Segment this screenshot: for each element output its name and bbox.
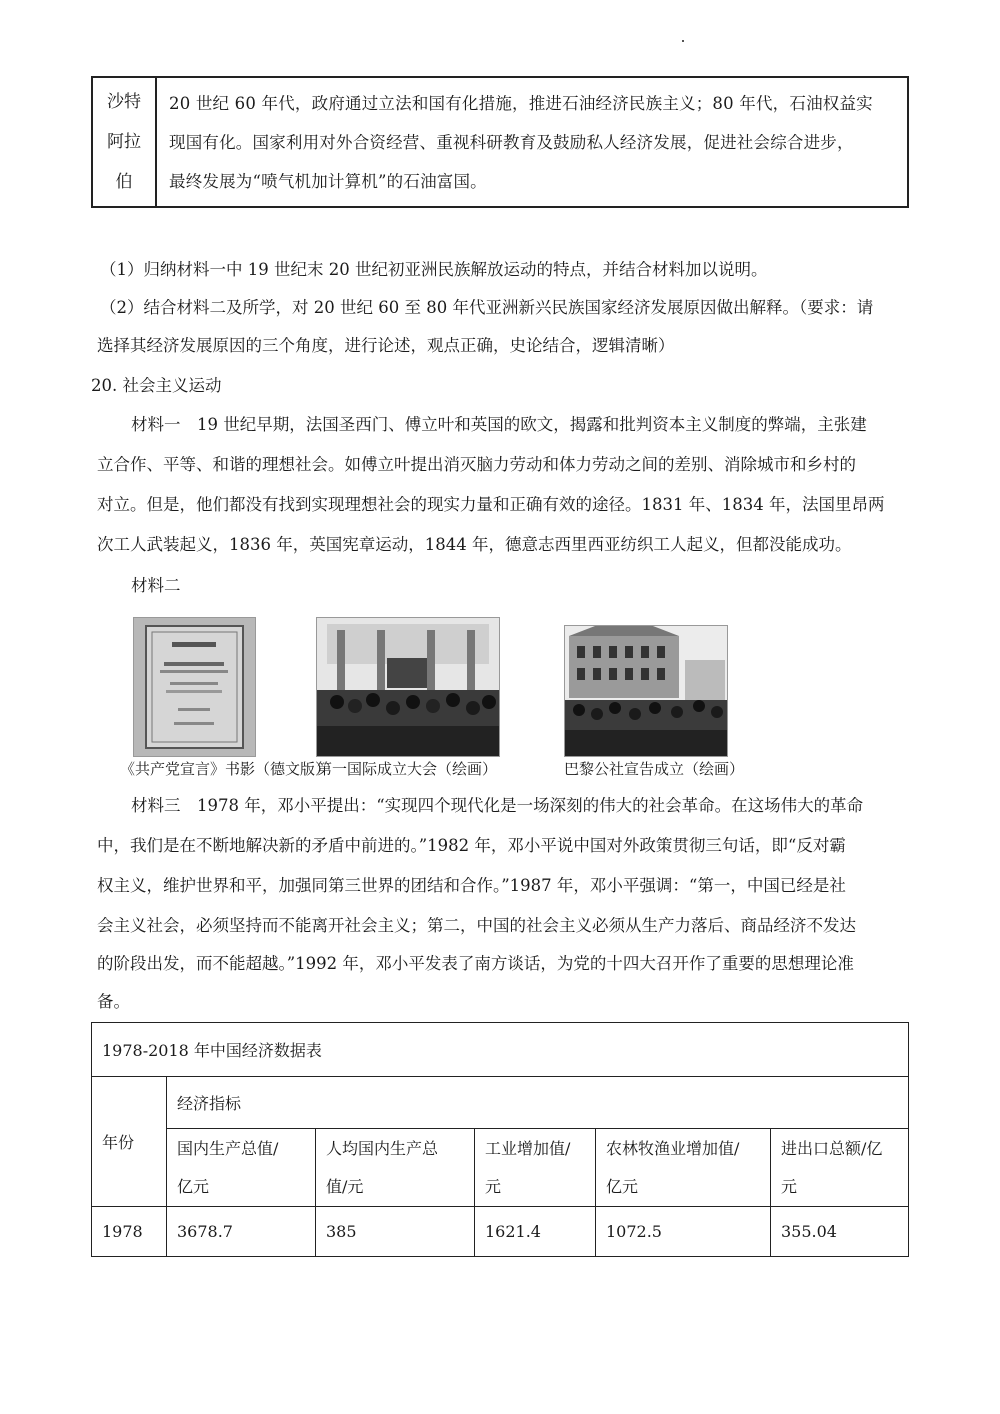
year-cell: 1978	[92, 1207, 167, 1257]
commune-painting-icon	[565, 626, 727, 756]
country-name-line: 沙特	[107, 92, 141, 112]
figure-caption: 《共产党宣言》书影（德文版）	[120, 760, 331, 778]
scan-speck	[682, 40, 684, 42]
material-3-line: 备。	[97, 992, 130, 1011]
value-cell: 1072.5	[596, 1207, 771, 1257]
country-name-cell	[92, 77, 156, 207]
question-1: （1）归纳材料一中 19 世纪末 20 世纪初亚洲民族解放运动的特点，并结合材料加以说明。	[100, 260, 768, 279]
material-3-line: 中，我们是在不断地解决新的矛盾中前进的。”1982 年，邓小平说中国对外政策贯彻三句话，即“反对霸	[97, 836, 846, 855]
country-table	[91, 76, 909, 208]
book-cover-icon	[134, 618, 255, 756]
country-description-cell	[156, 77, 908, 207]
column-header	[596, 1129, 771, 1207]
column-header-line: 工业增加值/	[485, 1138, 571, 1158]
column-header-line: 亿元	[606, 1176, 639, 1196]
column-header-line: 元	[485, 1176, 502, 1196]
column-header-line: 农林牧渔业增加值/	[606, 1138, 740, 1158]
description-line: 现国有化。国家利用对外合资经营、重视科研教育及鼓励私人经济发展，促进社会综合进步，	[169, 132, 854, 152]
material-1-line: 立合作、平等、和谐的理想社会。如傅立叶提出消灭脑力劳动和体力劳动之间的差别、消除城市和乡村的	[97, 455, 856, 474]
meeting-painting-image	[316, 617, 500, 757]
book-cover-image	[133, 617, 256, 757]
column-header-line: 值/元	[326, 1176, 364, 1196]
table-title: 1978-2018 年中国经济数据表	[92, 1023, 909, 1077]
column-header-line: 人均国内生产总	[326, 1138, 439, 1158]
table-column-header-row	[92, 1129, 909, 1207]
table-row	[92, 1207, 909, 1257]
material-3-line: 会主义社会，必须坚持而不能离开社会主义；第二，中国的社会主义必须从生产力落后、商品经济不发达	[97, 916, 856, 935]
column-header	[167, 1129, 316, 1207]
column-header-line: 元	[781, 1176, 798, 1196]
column-header	[771, 1129, 909, 1207]
material-2-label: 材料二	[131, 576, 181, 595]
material-1-line: 对立。但是，他们都没有找到实现理想社会的现实力量和正确有效的途径。1831 年、1834 年，法国里昂两	[97, 495, 885, 514]
material-3-line: 权主义，维护世界和平，加强同第三世界的团结和合作。”1987 年，邓小平强调：“第一，中国已经是社	[97, 876, 846, 895]
value-cell: 385	[316, 1207, 475, 1257]
column-header	[475, 1129, 596, 1207]
description-line: 20 世纪 60 年代，政府通过立法和国有化措施，推进石油经济民族主义；80 年代，石油权益实	[169, 93, 873, 113]
meeting-painting-icon	[317, 618, 499, 756]
column-header-line: 亿元	[177, 1176, 210, 1196]
question-2-line-1: （2）结合材料二及所学，对 20 世纪 60 至 80 年代亚洲新兴民族国家经济发展原因做出解释。（要求：请	[100, 298, 874, 317]
column-header	[316, 1129, 475, 1207]
material-3-line: 的阶段出发，而不能超越。”1992 年，邓小平发表了南方谈话，为党的十四大召开作了重要的思想理论准	[97, 954, 854, 973]
section-title: 20. 社会主义运动	[91, 376, 222, 395]
value-cell: 1621.4	[475, 1207, 596, 1257]
question-2-line-2: 选择其经济发展原因的三个角度，进行论述，观点正确，史论结合，逻辑清晰）	[97, 336, 675, 355]
table-row	[92, 77, 908, 207]
indicator-group-header: 经济指标	[167, 1077, 909, 1129]
material-3-line: 材料三 1978 年，邓小平提出：“实现四个现代化是一场深刻的伟大的社会革命。在这场伟大的革命	[131, 796, 864, 815]
table-title-row	[92, 1023, 909, 1077]
table-group-header-row	[92, 1077, 909, 1129]
year-header: 年份	[92, 1077, 167, 1207]
description-line: 最终发展为“喷气机加计算机”的石油富国。	[169, 171, 487, 191]
commune-painting-image	[564, 625, 728, 757]
country-name-line: 伯	[115, 172, 133, 192]
economic-data-table	[91, 1022, 909, 1257]
material-1-line: 次工人武装起义，1836 年，英国宪章运动，1844 年，德意志西里西亚纺织工人起义，但都没能成功。	[97, 535, 852, 554]
country-name-line: 阿拉	[107, 132, 141, 152]
figure-caption: 巴黎公社宣告成立（绘画）	[564, 760, 745, 778]
material-1-line: 材料一 19 世纪早期，法国圣西门、傅立叶和英国的欧文，揭露和批判资本主义制度的弊端，主张建	[131, 415, 867, 434]
column-header-line: 国内生产总值/	[177, 1138, 279, 1158]
column-header-line: 进出口总额/亿	[781, 1138, 883, 1158]
value-cell: 3678.7	[167, 1207, 316, 1257]
figure-caption: 第一国际成立大会（绘画）	[316, 760, 497, 778]
value-cell: 355.04	[771, 1207, 909, 1257]
